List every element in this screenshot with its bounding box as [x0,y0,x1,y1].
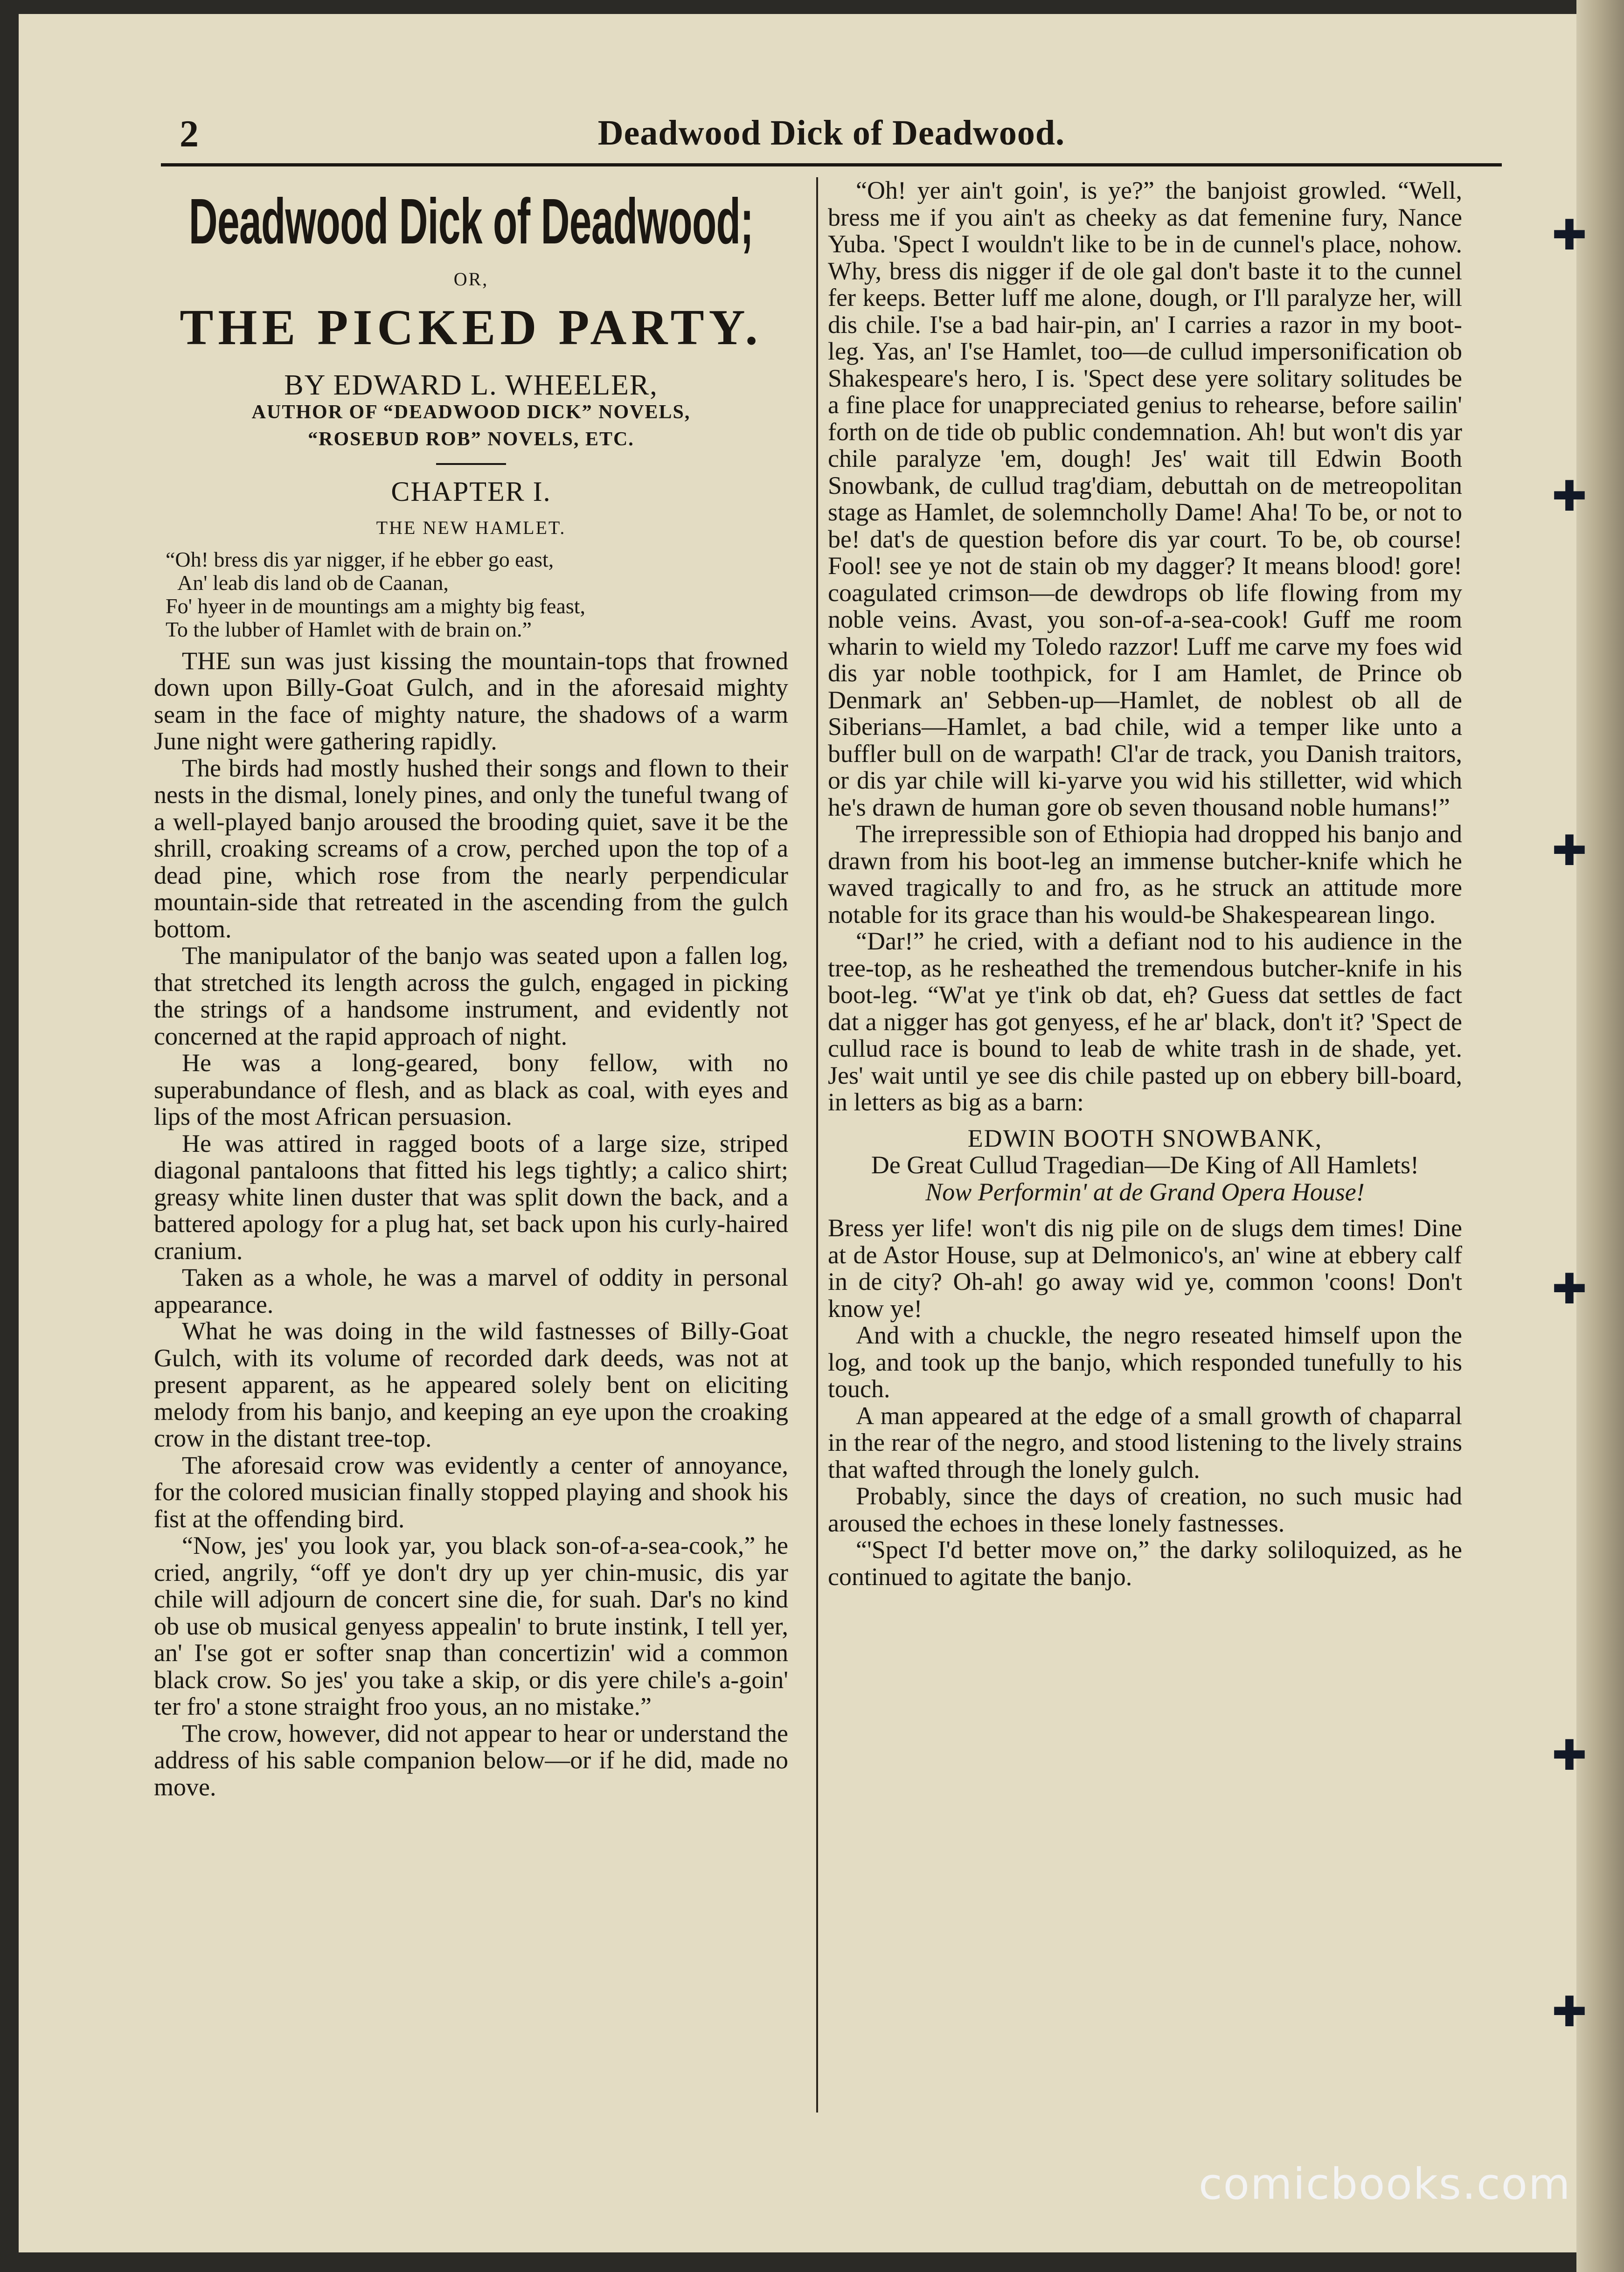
paragraph: The irrepressible son of Ethiopia had dropped his banjo and drawn from his boot-leg an immense butcher-knife which he waved tragically to and fro, as he struck an attitude more notable for its grace than his would-be Shakespearean lingo. [828,820,1462,928]
paragraph: Bress yer life! won't dis nig pile on de slugs dem times! Dine at de Astor House, sup at Delmonico's, an' wine at ebbery calf in de city? Oh-ah! go away wid ye, common 'coons! Don't know ye! [828,1214,1462,1323]
paragraph: “Oh! yer ain't goin', is ye?” the banjoist growled. “Well, bress me if you ain't as cheeky as dat femenine fury, Nance Yuba. 'Spect I wouldn't like to be in de cunnel's place, nohow. Why, bress dis nigger if de ole gal don't baste it to the cunnel fer keeps. Better luff me alone, dough, or I'll paralyze her, will dis chile. I'se a bad hair-pin, an' I carries a razor in my boot-leg. Yas, an' I'se Hamlet, too—de cullud impersonification ob Shakespeare's hero, I is. 'Spect dese yere solitary solitudes be a fine place for unappreciated genius to rehearse, before sailin' forth on de tide ob public condemnation. Ah! but won't dis yar chile paralyze 'em, dough! Jes' wait till Edwin Booth Snowbank, de cullud trag'diam, debuttah on de metreopolitan stage as Hamlet, de solemncholly Dame! Aha! To be, or not to be! dat's de question before dis yar court. To be, ob course! Fool! see ye not de stain ob my dagger? It means blood! gore! coagulated crimson—de dewdrops ob life flowing from my noble veins. Avast, you son-of-a-sea-cook! Guff me room wharin to wield my Toledo razzor! Luff me carve my foes wid dis yar noble toothpick, for I am Hamlet, de Prince ob Denmark an' Sebben-up—Hamlet, de noblest ob all de Siberians—Hamlet, a bad chile, wid a temper like unto a buffler bull on de warpath! Cl'ar de track, you Danish traitors, or dis yar chile will ki-yarve you wid his stilletter, wid which he's drawn de human gore ob seven thousand noble humans!” [828,177,1462,821]
epigraph-verse [154,548,788,641]
stitch-icon: ✚ [1552,826,1587,875]
site-watermark: comicbooks.com [1199,2159,1571,2209]
paragraph: “'Spect I'd better move on,” the darky soliloquized, as he continued to agitate the banjo. [828,1536,1462,1591]
paragraph: He was attired in ragged boots of a large size, striped diagonal pantaloons that fitted his legs tightly; a calico shirt; greasy white linen duster that was split down the back, and a battered apology for a plug hat, set back upon his curly-haired cranium. [154,1129,788,1265]
paragraph: A man appeared at the edge of a small growth of chaparral in the rear of the negro, and stood listening to the lively strains that wafted through the lonely gulch. [828,1401,1462,1483]
stitch-icon: ✚ [1552,472,1587,521]
stitch-icon: ✚ [1552,1988,1587,2036]
paragraph: Probably, since the days of creation, no such music had aroused the echoes in these lonely fastnesses. [828,1482,1462,1537]
left-column [154,177,788,2113]
chapter-number: CHAPTER I. [391,476,551,507]
story-subtitle: THE PICKED PARTY. [180,299,763,355]
chapter-title: THE NEW HAMLET. [376,517,566,538]
verse-line: An' leab dis land ob de Caanan, [177,570,449,595]
byline: BY EDWARD L. WHEELER, [284,369,658,401]
notice-venue: Now Performin' at de Grand Opera House! [925,1178,1365,1206]
paragraph: “Dar!” he cried, with a defiant nod to his audience in the tree-top, as he resheathed the tremendous butcher-knife in his boot-leg. “W'at ye t'ink ob dat, eh? Guess dat settles de fact dat a nigger has got genyess, ef he ar' black, don't it? 'Spect de cullud race is bound to leab de white trash in de shade, yet. Jes' wait until ye see dis chile pasted up on ebbery bill-board, in letters as big as a barn: [828,927,1462,1116]
paragraph: And with a chuckle, the negro reseated himself upon the log, and took up the banjo, which responded tunefully to his touch. [828,1321,1462,1403]
running-title: Deadwood Dick of Deadwood. [597,113,1065,152]
story-title: Deadwood Dick of Deadwood; [188,186,754,257]
notice-name: EDWIN BOOTH SNOWBANK, [967,1124,1323,1152]
paragraph: The aforesaid crow was evidently a center of annoyance, for the colored musician finally stopped playing and shook his fist at the offending bird. [154,1451,788,1533]
paragraph: The manipulator of the banjo was seated upon a fallen log, that stretched its length across the gulch, engaged in picking the strings of a handsome instrument, and evidently not concerned at the rapid approach of night. [154,942,788,1050]
title-or: OR, [453,269,489,290]
verse-line: Fo' hyeer in de mountings am a mighty big feast, [166,594,586,618]
page-number: 2 [180,112,199,155]
author-credits-1: AUTHOR OF “DEADWOOD DICK” NOVELS, [251,402,691,423]
notice-billing: De Great Cullud Tragedian—De King of All Hamlets! [871,1151,1419,1179]
paragraph: The birds had mostly hushed their songs and flown to their nests in the dismal, lonely pines, and only the tuneful twang of a well-played banjo aroused the brooding quiet, save it be the shrill, croaking screams of a crow, perched upon the top of a dead pine, which rose from the nearly perpendicular mountain-side that retreated in the ascending from the gulch bottom. [154,754,788,943]
stitch-icon: ✚ [1552,1265,1587,1314]
column-divider [816,177,818,2113]
verse-line: To the lubber of Hamlet with de brain on.” [166,617,532,641]
paragraph: THE sun was just kissing the mountain-tops that frowned down upon Billy-Goat Gulch, and in the aforesaid mighty seam in the face of mighty nature, the shadows of a warm June night were gathering rapidly. [154,646,788,755]
paragraph: What he was doing in the wild fastnesses of Billy-Goat Gulch, with its volume of recorded dark deeds, was not at present apparent, as he appeared solely bent on eliciting melody from his banjo, and keeping an eye upon the croaking crow in the distant tree-top. [154,1317,788,1452]
paragraph: “Now, jes' you look yar, you black son-of-a-sea-cook,” he cried, angrily, “off ye don't dry up yer chin-music, dis yar chile will adjourn de concert sine die, for suah. Dar's no kind ob use ob musical genyess appealin' to brute instink, I tell yer, an' I'se got er softer snap than concertizin' wid a common black crow. So jes' you take a skip, or dis yere chile's a-goin' ter fro' a stone straight froo yous, an no mistake.” [154,1531,788,1720]
right-column [828,177,1462,2113]
title-divider [436,463,506,465]
stitch-icon: ✚ [1552,211,1587,260]
author-credits-2: “ROSEBUD ROB” NOVELS, ETC. [308,429,634,450]
paragraph: Taken as a whole, he was a marvel of oddity in personal appearance. [154,1263,788,1318]
binding-spine [1576,0,1624,2272]
paragraph: The crow, however, did not appear to hear or understand the address of his sable companion below—or if he did, made no move. [154,1719,788,1801]
playbill-notice [828,1125,1462,1206]
verse-line: “Oh! bress dis yar nigger, if he ebber go east, [166,547,554,571]
stitch-icon: ✚ [1552,1731,1587,1780]
page-header [161,107,1502,166]
paragraph: He was a long-geared, bony fellow, with no superabundance of flesh, and as black as coal, with eyes and lips of the most African persuasion. [154,1049,788,1130]
title-block [154,187,788,541]
